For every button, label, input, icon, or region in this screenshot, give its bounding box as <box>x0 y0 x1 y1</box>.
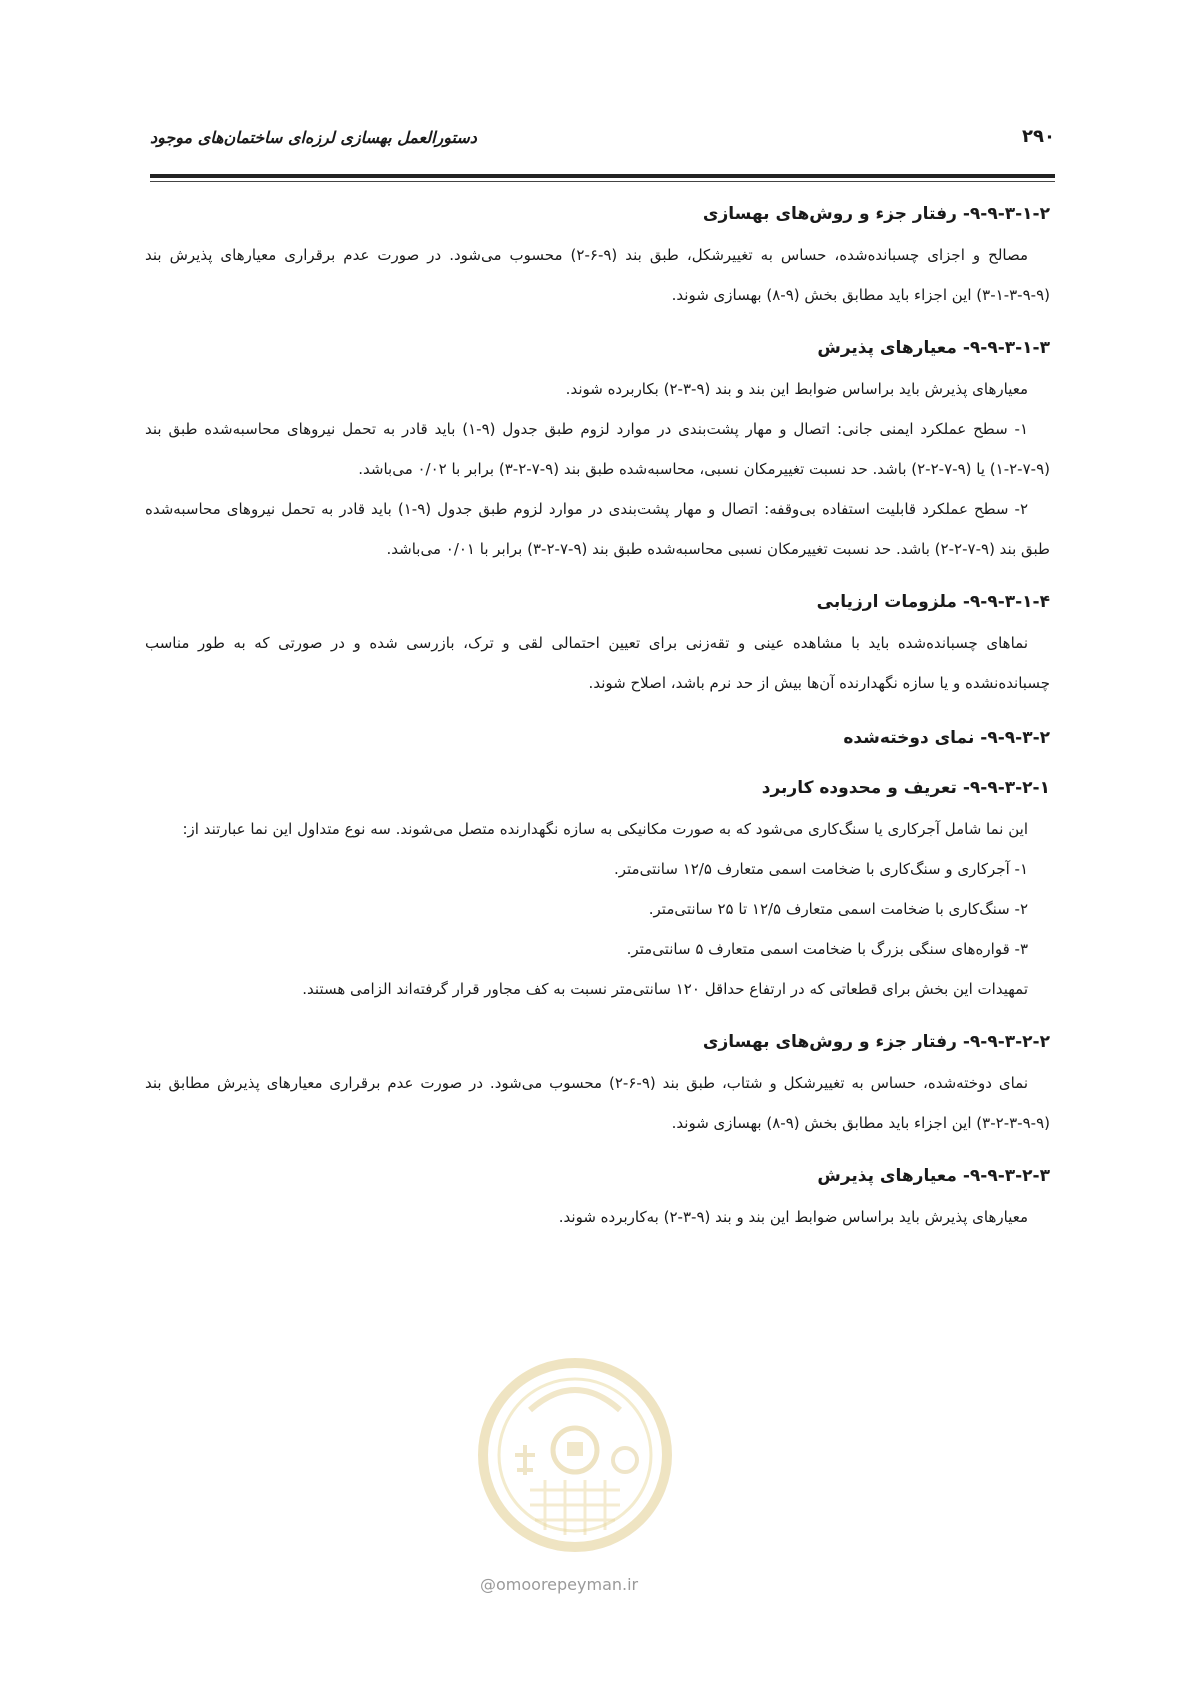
list-item: ۱- آجرکاری و سنگ‌کاری با ضخامت اسمی متعارف ۱۲/۵ سانتی‌متر. <box>613 860 1028 878</box>
paragraph <box>145 623 1050 703</box>
paragraph-text: معیارهای پذیرش باید براساس ضوابط این بند و بند (۹-۳-۲) بکاربرده شوند. <box>565 380 1028 398</box>
watermark-seal <box>475 1350 675 1560</box>
page-header <box>150 126 1055 156</box>
section-heading: ۹-۹-۳-۲-۲- رفتار جزء و روش‌های بهسازی <box>702 1032 1050 1052</box>
paragraph-text: ۲- سطح عملکرد قابلیت استفاده بی‌وقفه: اتصال و مهار پشت‌بندی در موارد لزوم طبق جدول (۹-۱) باید قادر به تحمل نیروهای محاسبه‌شده طبق بند (۹-۷-۲-۲) باشد. حد نسبت تغییرمکان نسبی محاسبه‌شده طبق بند (۹-۷-۲-۳) برابر با ۰/۰۱ می‌باشد. <box>145 500 1050 558</box>
section-heading: ۹-۹-۳-۱-۴- ملزومات ارزیابی <box>816 592 1050 612</box>
paragraph-text: این نما شامل آجرکاری یا سنگ‌کاری می‌شود که به صورت مکانیکی به سازه نگهدارنده متصل می‌شوند. سه نوع متداول این نما عبارتند از: <box>182 820 1028 838</box>
paragraph-text: ۱- سطح عملکرد ایمنی جانی: اتصال و مهار پشت‌بندی در موارد لزوم طبق جدول (۹-۱) باید قادر به تحمل نیروهای محاسبه‌شده طبق بند (۹-۷-۲-۱) یا (۹-۷-۲-۲) باشد. حد نسبت تغییرمکان نسبی، محاسبه‌شده طبق بند (۹-۷-۲-۳) برابر با ۰/۰۲ می‌باشد. <box>145 420 1050 478</box>
section-heading: ۹-۹-۳-۲- نمای دوخته‌شده <box>843 728 1050 748</box>
page-number: ۲۹۰ <box>1022 126 1055 147</box>
paragraph <box>145 369 1050 409</box>
paragraph-text: نماهای چسبانده‌شده باید با مشاهده عینی و تقه‌زنی برای تعیین احتمالی لقی و ترک، بازرسی شده و در صورتی که به طور مناسب چسبانده‌نشده و یا سازه نگهدارنده آن‌ها بیش از حد نرم باشد، اصلاح شوند. <box>145 634 1050 692</box>
paragraph <box>145 409 1050 489</box>
section-heading: ۹-۹-۳-۱-۳- معیارهای پذیرش <box>817 338 1050 358</box>
running-title: دستورالعمل بهسازی لرزه‌ای ساختمان‌های موجود <box>150 128 477 147</box>
section-heading: ۹-۹-۳-۲-۱- تعریف و محدوده کاربرد <box>761 778 1050 798</box>
header-rule-thin <box>150 181 1055 182</box>
list-item: ۳- قواره‌های سنگی بزرگ با ضخامت اسمی متعارف ۵ سانتی‌متر. <box>626 940 1028 958</box>
paragraph <box>145 489 1050 569</box>
paragraph <box>145 235 1050 315</box>
document-body <box>145 183 1050 1237</box>
paragraph-text: معیارهای پذیرش باید براساس ضوابط این بند و بند (۹-۳-۲) به‌کاربرده شوند. <box>558 1208 1028 1226</box>
section-heading: ۹-۹-۳-۲-۳- معیارهای پذیرش <box>817 1166 1050 1186</box>
paragraph-text: مصالح و اجزای چسبانده‌شده، حساس به تغییرشکل، طبق بند (۹-۶-۲) محسوب می‌شود. در صورت عدم برقراری معیارهای پذیرش بند (۹-۹-۳-۱-۳) این اجزاء باید مطابق بخش (۹-۸) بهسازی شوند. <box>145 246 1050 304</box>
note: تمهیدات این بخش برای قطعاتی که در ارتفاع حداقل ۱۲۰ سانتی‌متر نسبت به کف مجاور قرار گرفته‌اند الزامی هستند. <box>302 980 1028 998</box>
paragraph <box>145 809 1050 849</box>
section-heading: ۹-۹-۳-۱-۲- رفتار جزء و روش‌های بهسازی <box>702 204 1050 224</box>
list-item: ۲- سنگ‌کاری با ضخامت اسمی متعارف ۱۲/۵ تا ۲۵ سانتی‌متر. <box>648 900 1028 918</box>
paragraph <box>145 1197 1050 1237</box>
watermark-url: @omoorepeyman.ir <box>480 1575 639 1594</box>
header-rule-thick <box>150 174 1055 178</box>
seal-emblem-icon <box>475 1350 675 1560</box>
paragraph-text: نمای دوخته‌شده، حساس به تغییرشکل و شتاب، طبق بند (۹-۶-۲) محسوب می‌شود. در صورت عدم برقراری معیارهای پذیرش مطابق بند (۹-۹-۳-۲-۳) این اجزاء باید مطابق بخش (۹-۸) بهسازی شوند. <box>145 1074 1050 1132</box>
paragraph <box>145 1063 1050 1143</box>
